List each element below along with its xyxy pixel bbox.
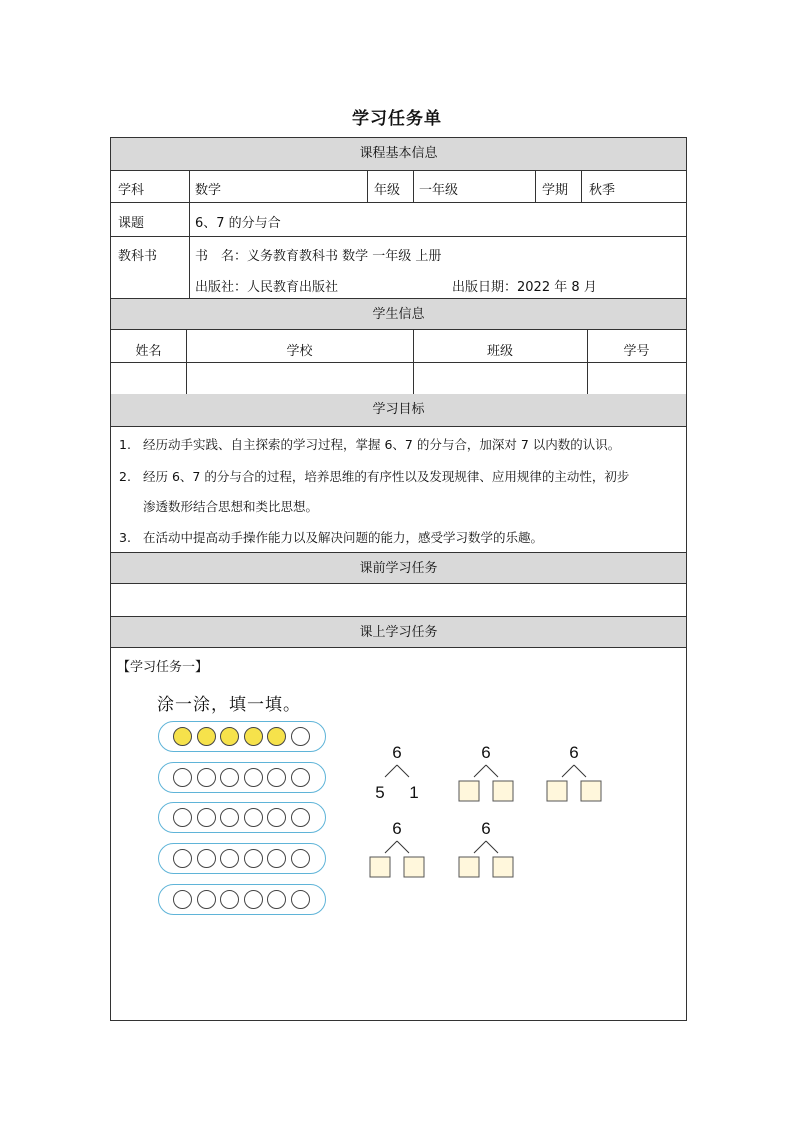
section-in-class: 课上学习任务 — [111, 616, 686, 648]
tree-right-answer-box[interactable] — [581, 781, 601, 801]
section-student-info: 学生信息 — [111, 298, 686, 330]
term-value: 秋季 — [589, 183, 616, 198]
objective-2: 2. 经历 6、7 的分与合的过程，培养思维的有序性以及发现规律、应用规律的主动性，初步 — [119, 469, 630, 484]
section-course-info: 课程基本信息 — [111, 138, 686, 171]
subject-value: 数学 — [195, 183, 222, 198]
tree-branch-left — [474, 765, 486, 777]
section-objectives: 学习目标 — [111, 394, 686, 427]
student-name-header: 姓名 — [135, 344, 162, 359]
tree-branch-left — [385, 765, 397, 777]
student-id-header: 学号 — [623, 344, 650, 359]
student-class-header: 班级 — [486, 344, 513, 359]
task-one-label: 【学习任务一】 — [117, 660, 209, 675]
topic-value: 6、7 的分与合 — [195, 216, 281, 231]
tree-left-number: 5 — [375, 783, 385, 802]
grade-value: 一年级 — [419, 183, 459, 198]
textbook-name: 书 名：义务教育教科书 数学 一年级 上册 — [195, 249, 442, 264]
tree-right-answer-box[interactable] — [493, 781, 513, 801]
tree-right-answer-box[interactable] — [493, 857, 513, 877]
tree-top-number: 6 — [481, 743, 491, 762]
tree-left-answer-box[interactable] — [547, 781, 567, 801]
tree-top-number: 6 — [392, 743, 402, 762]
page-title: 学习任务单 — [352, 109, 442, 129]
term-label: 学期 — [542, 183, 569, 198]
tree-top-number: 6 — [481, 819, 491, 838]
tree-branch-right — [574, 765, 586, 777]
task-sheet-table — [110, 137, 687, 1021]
publisher: 出版社：人民教育出版社 — [195, 280, 339, 295]
grade-label: 年级 — [374, 183, 401, 198]
tree-branch-right — [397, 841, 409, 853]
tree-branch-left — [562, 765, 574, 777]
objective-3: 3. 在活动中提高动手操作能力以及解决问题的能力，感受学习数学的乐趣。 — [119, 530, 544, 545]
tree-branch-left — [385, 841, 397, 853]
topic-label: 课题 — [118, 216, 145, 231]
tree-branch-right — [486, 841, 498, 853]
textbook-label: 教科书 — [118, 249, 158, 264]
tree-left-answer-box[interactable] — [459, 781, 479, 801]
subject-label: 学科 — [118, 183, 145, 198]
number-bond-diagrams — [111, 138, 686, 1020]
section-pre-class: 课前学习任务 — [111, 552, 686, 584]
objective-2-cont: 渗透数形结合思想和类比思想。 — [143, 499, 319, 514]
tree-left-answer-box[interactable] — [370, 857, 390, 877]
objective-1: 1. 经历动手实践、自主探索的学习过程，掌握 6、7 的分与合，加深对 7 以内数的认识。 — [119, 437, 621, 452]
tree-branch-right — [486, 765, 498, 777]
task-instruction: 涂一涂，填一填。 — [157, 695, 301, 715]
tree-right-number: 1 — [409, 783, 419, 802]
student-school-header: 学校 — [286, 344, 313, 359]
publish-date: 出版日期：2022 年 8 月 — [452, 280, 597, 295]
tree-right-answer-box[interactable] — [404, 857, 424, 877]
tree-top-number: 6 — [569, 743, 579, 762]
tree-branch-right — [397, 765, 409, 777]
tree-branch-left — [474, 841, 486, 853]
tree-left-answer-box[interactable] — [459, 857, 479, 877]
tree-top-number: 6 — [392, 819, 402, 838]
